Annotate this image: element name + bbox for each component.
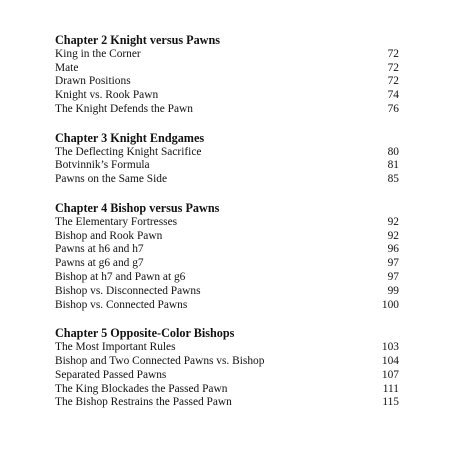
toc-entry [55, 230, 399, 244]
entry-label: Bishop and Two Connected Pawns vs. Bishop [55, 354, 265, 367]
entry-label: The Deflecting Knight Sacrifice [55, 145, 202, 158]
chapter-2-section [55, 34, 399, 117]
chapter-title: Chapter 4 Bishop versus Pawns [55, 200, 220, 215]
entry-page: 104 [381, 354, 399, 367]
entry-label: The Most Important Rules [55, 341, 176, 354]
toc-entry [55, 369, 399, 383]
entry-label: Pawns at g6 and g7 [55, 257, 144, 270]
toc-entry [55, 383, 399, 397]
toc-entry [55, 216, 399, 230]
chapter-4-section [55, 202, 399, 312]
entry-page: 92 [387, 215, 399, 228]
toc-entry [55, 341, 399, 355]
entry-label: The Knight Defends the Pawn [55, 102, 193, 115]
entry-page: 99 [387, 284, 399, 297]
entry-page: 97 [387, 270, 399, 283]
entry-page: 96 [387, 243, 399, 256]
entry-label: Pawns at h6 and h7 [55, 243, 144, 256]
toc-entry [55, 243, 399, 257]
entry-page: 80 [387, 145, 399, 158]
toc-entry [55, 299, 399, 313]
entry-page: 92 [387, 229, 399, 242]
entry-label: Botvinnik’s Formula [55, 159, 150, 172]
chapter-3-section [55, 132, 399, 187]
entry-page: 72 [387, 47, 399, 60]
chapter-title: Chapter 3 Knight Endgames [55, 130, 205, 145]
toc-entry [55, 396, 399, 410]
toc-entry [55, 355, 399, 369]
entry-label: Mate [55, 61, 79, 74]
entry-label: The King Blockades the Passed Pawn [55, 382, 228, 395]
entry-label: The Bishop Restrains the Passed Pawn [55, 396, 232, 409]
table-of-contents [55, 34, 399, 425]
toc-entry [55, 173, 399, 187]
toc-entry [55, 48, 399, 62]
toc-entry [55, 257, 399, 271]
entry-page: 115 [382, 396, 399, 409]
chapter-5-section [55, 327, 399, 410]
toc-entry [55, 89, 399, 103]
entry-label: Knight vs. Rook Pawn [55, 89, 159, 102]
entry-page: 72 [387, 75, 399, 88]
entry-page: 81 [387, 159, 399, 172]
entry-page: 103 [381, 341, 399, 354]
entry-label: Drawn Positions [55, 75, 131, 88]
toc-entry [55, 271, 399, 285]
entry-page: 76 [387, 102, 399, 115]
toc-entry [55, 103, 399, 117]
entry-page: 107 [381, 368, 399, 381]
entry-page: 111 [382, 382, 399, 395]
toc-entry [55, 62, 399, 76]
entry-label: Bishop vs. Disconnected Pawns [55, 284, 201, 297]
entry-label: The Elementary Fortresses [55, 215, 178, 228]
entry-label: Bishop and Rook Pawn [55, 229, 163, 242]
toc-entry [55, 75, 399, 89]
toc-entry [55, 159, 399, 173]
entry-label: Separated Passed Pawns [55, 368, 167, 381]
entry-label: Bishop at h7 and Pawn at g6 [55, 270, 186, 283]
toc-entry [55, 146, 399, 160]
chapter-title: Chapter 2 Knight versus Pawns [55, 33, 221, 47]
entry-label: King in the Corner [55, 47, 141, 60]
entry-page: 72 [387, 61, 399, 74]
entry-page: 100 [381, 298, 399, 311]
entry-page: 85 [387, 173, 399, 186]
entry-label: Bishop vs. Connected Pawns [55, 298, 188, 311]
toc-entry [55, 285, 399, 299]
entry-page: 74 [387, 89, 399, 102]
entry-label: Pawns on the Same Side [55, 173, 167, 186]
chapter-title: Chapter 5 Opposite-Color Bishops [55, 326, 235, 341]
entry-page: 97 [387, 257, 399, 270]
